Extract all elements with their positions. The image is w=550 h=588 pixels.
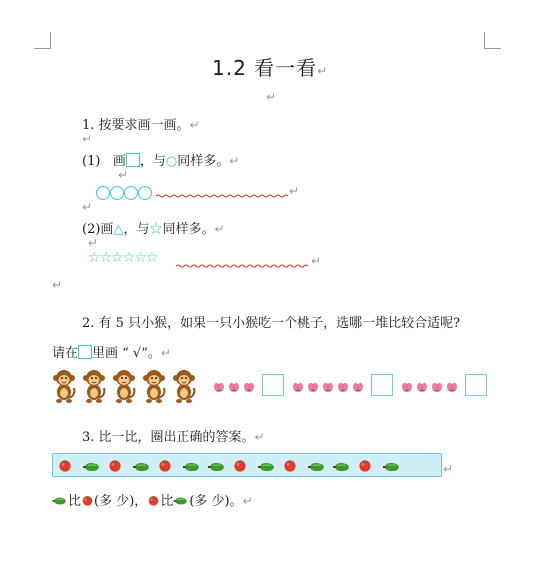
pepper-icon [52,495,68,505]
pepper-icon [83,458,101,470]
part2-with: ，与 [123,222,150,237]
pepper-icon [133,458,151,470]
pepper-icon [333,458,351,470]
pepper-icon [383,458,401,470]
tomato-icon [147,494,160,506]
monkey-icon [172,368,196,404]
return-mark: ↵ [311,254,322,268]
peach-icon [307,378,319,390]
return-mark: ↵ [189,118,200,132]
return-mark: ↵ [52,278,63,292]
end-mark: 。 [229,494,243,509]
tomato-icon [81,494,94,506]
return-mark: ↵ [254,430,265,444]
circle-row [96,183,152,202]
tomato-icon [108,457,122,471]
section1-part1 [82,150,239,169]
peach-icon [431,378,443,390]
q1-compare: 比 [68,494,82,509]
return-mark: ↵ [82,200,93,214]
monkey-icon [112,368,136,404]
instruction-a: 请在 [52,346,79,361]
part1-draw: 画 [112,154,126,169]
circle-icon [138,186,152,200]
pepper-icon [208,458,226,470]
return-mark: ↵ [317,64,329,78]
peach-icon [401,378,413,390]
q2-compare: 比 [160,494,174,509]
section3-heading [82,426,265,445]
return-mark: ↵ [118,168,129,182]
peach-icon [292,378,304,390]
tomato-icon [233,457,247,471]
answer-checkbox[interactable] [371,374,393,396]
crop-mark-top-right [484,32,501,49]
instruction-b: 里画 “ √”。 [92,346,161,361]
separator: ， [134,494,148,509]
part1-number: (1) [82,154,101,169]
tomato-icon [283,457,297,471]
peach-icon [322,378,334,390]
return-mark: ↵ [88,236,99,250]
peach-icon [337,378,349,390]
q2-choice[interactable]: (多 少) [189,494,230,509]
peach-icon [352,378,364,390]
circle-icon [110,186,124,200]
return-mark: ↵ [82,132,93,146]
section3-question [52,490,253,509]
part1-with: ，与 [139,154,166,169]
section2-heading: 2. 有 5 只小猴，如果一只小猴吃一个桃子，选哪一堆比较合适呢? [82,316,461,331]
peach-icon [213,378,225,390]
section2-instruction [52,342,171,361]
peach-icon [416,378,428,390]
tomato-icon [58,457,72,471]
monkey-icon [142,368,166,404]
part2-draw: 画 [100,222,114,237]
section3-heading-text: 3. 比一比，圈出正确的答案。 [82,430,255,445]
answer-line-1 [156,194,288,198]
part2-number: (2) [82,222,101,237]
crop-mark-top-left [34,32,51,49]
monkey-icon [82,368,106,404]
part1-same: 同样多。 [177,154,230,169]
return-mark: ↵ [242,494,253,508]
section1-part2 [82,218,225,237]
q1-choice[interactable]: (多 少) [94,494,135,509]
monkey-icon [52,368,76,404]
return-mark: ↵ [443,462,454,476]
tomato-icon [358,457,372,471]
tomato-icon [158,457,172,471]
circle-icon: ○ [165,154,178,169]
triangle-icon: △ [113,222,124,237]
circle-icon [96,186,110,200]
section1-heading-text: 1. 按要求画一画。 [82,118,190,133]
pepper-icon [173,495,189,505]
pepper-icon [183,458,201,470]
answer-line-2 [176,264,310,268]
circle-icon [124,186,138,200]
return-mark: ↵ [229,154,240,168]
star-icon: ☆ [149,222,163,237]
pepper-icon [258,458,276,470]
square-icon [78,345,92,359]
return-mark: ↵ [266,90,277,104]
peach-icon [243,378,255,390]
answer-checkbox[interactable] [262,374,284,396]
section1-heading [82,114,200,133]
peach-icon [228,378,240,390]
page-title [212,52,328,81]
star-row: ☆☆☆☆☆☆ [88,250,158,266]
part2-same: 同样多。 [162,222,215,237]
square-icon [126,153,140,167]
pepper-icon [308,458,326,470]
page-title-text: 1.2 看一看 [212,56,318,80]
answer-checkbox[interactable] [465,374,487,396]
return-mark: ↵ [289,184,300,198]
return-mark: ↵ [214,222,225,236]
return-mark: ↵ [160,346,171,360]
peach-icon [446,378,458,390]
